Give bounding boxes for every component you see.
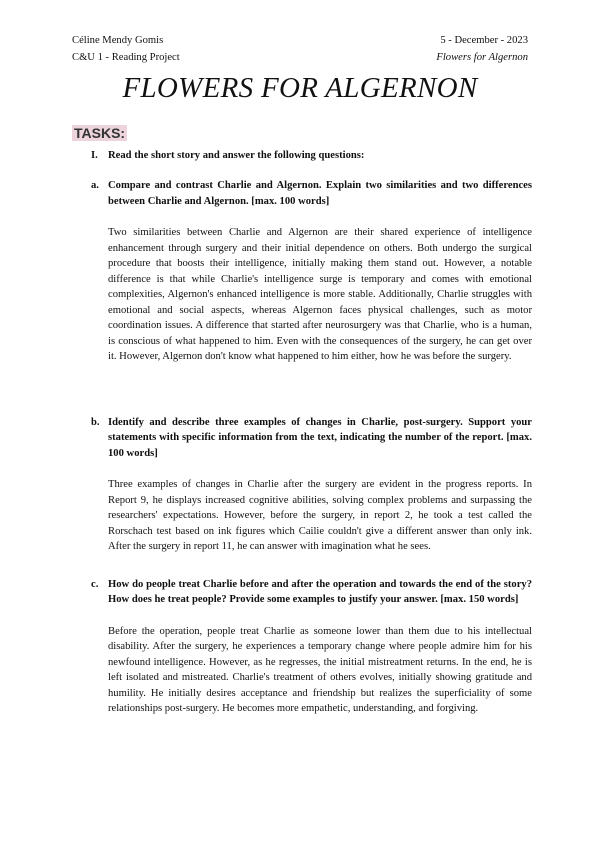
task-text: Read the short story and answer the following questions:	[108, 150, 365, 161]
course-name: C&U 1 - Reading Project	[72, 52, 180, 63]
header-left	[72, 32, 180, 66]
question-label: c.	[91, 578, 99, 590]
questions-list	[91, 178, 532, 717]
answer-text: Two similarities between Charlie and Algernon are their shared experience of intelligence enhancement through surgery and their initial dependence on others. Both undergo the surgical procedure that boosts their intelligence, initially making them stand out. However, a notable difference is that while Charlie's intelligence surge is temporary and comes with emotional complexities, Algernon's enhanced intelligence is more stable. Additionally, Charlie struggles with emotional and social aspects, whereas Algernon faces physical challenges, such as motor coordination issues. A difference that started after neurosurgery was that Charlie, who is a human, is conscious of what happened to him. Even with the consequences of the surgery, he can get over it. However, Algernon don't know what happened to him either, how he was before the surgery.	[108, 227, 532, 362]
question-text: How do people treat Charlie before and after the operation and towards the end of the story? How does he treat people? Provide some examples to justify your answer. [max. 150 words]	[108, 578, 532, 605]
question-a	[91, 178, 532, 365]
question-text: Compare and contrast Charlie and Algernon. Explain two similarities and two differences between Charlie and Algernon. [max. 100 words]	[108, 180, 532, 207]
answer-text: Three examples of changes in Charlie after the surgery are evident in the progress reports. In Report 9, he displays increased cognitive abilities, solving complex problems and surpassing the researchers' expectations. However, before the surgery, in report 2, he took a test called the Rorschach test based on ink figures which Cailie couldn't give a different answer than only ink. After the surgery in report 11, he can answer with imagination what he sees.	[108, 479, 532, 552]
author-name: Céline Mendy Gomis	[72, 35, 164, 46]
date: 5 - December - 2023	[440, 35, 528, 46]
question-text: Identify and describe three examples of changes in Charlie, post-surgery. Support your statements with specific information from the text, indicating the number of the report. [max. 100 words]	[108, 416, 532, 459]
page-title: FLOWERS FOR ALGERNON	[122, 72, 478, 104]
question-label: a.	[91, 180, 99, 191]
answer-text: Before the operation, people treat Charlie as someone lower than them due to his intellectual disability. After the surgery, he experiences a temporary change where people admire him for his newfound intelligence. However, as he regresses, the initial mistreatment returns. In the end, he is left isolated and mistreated. Charlie's treatment of others evolves, initially showing gratitude and humility. He initially desires acceptance and friendship but realizes the superficiality of some relationships post-surgery. He becomes more empathetic, understanding, and forgiving.	[108, 625, 532, 714]
tasks-heading: TASKS:	[74, 125, 126, 141]
book-title: Flowers for Algernon	[436, 52, 528, 63]
task-number: I.	[91, 150, 98, 161]
question-b	[91, 415, 532, 555]
question-label: b.	[91, 416, 100, 428]
header-right	[436, 32, 528, 66]
question-c	[91, 577, 532, 717]
task-1	[91, 148, 364, 164]
